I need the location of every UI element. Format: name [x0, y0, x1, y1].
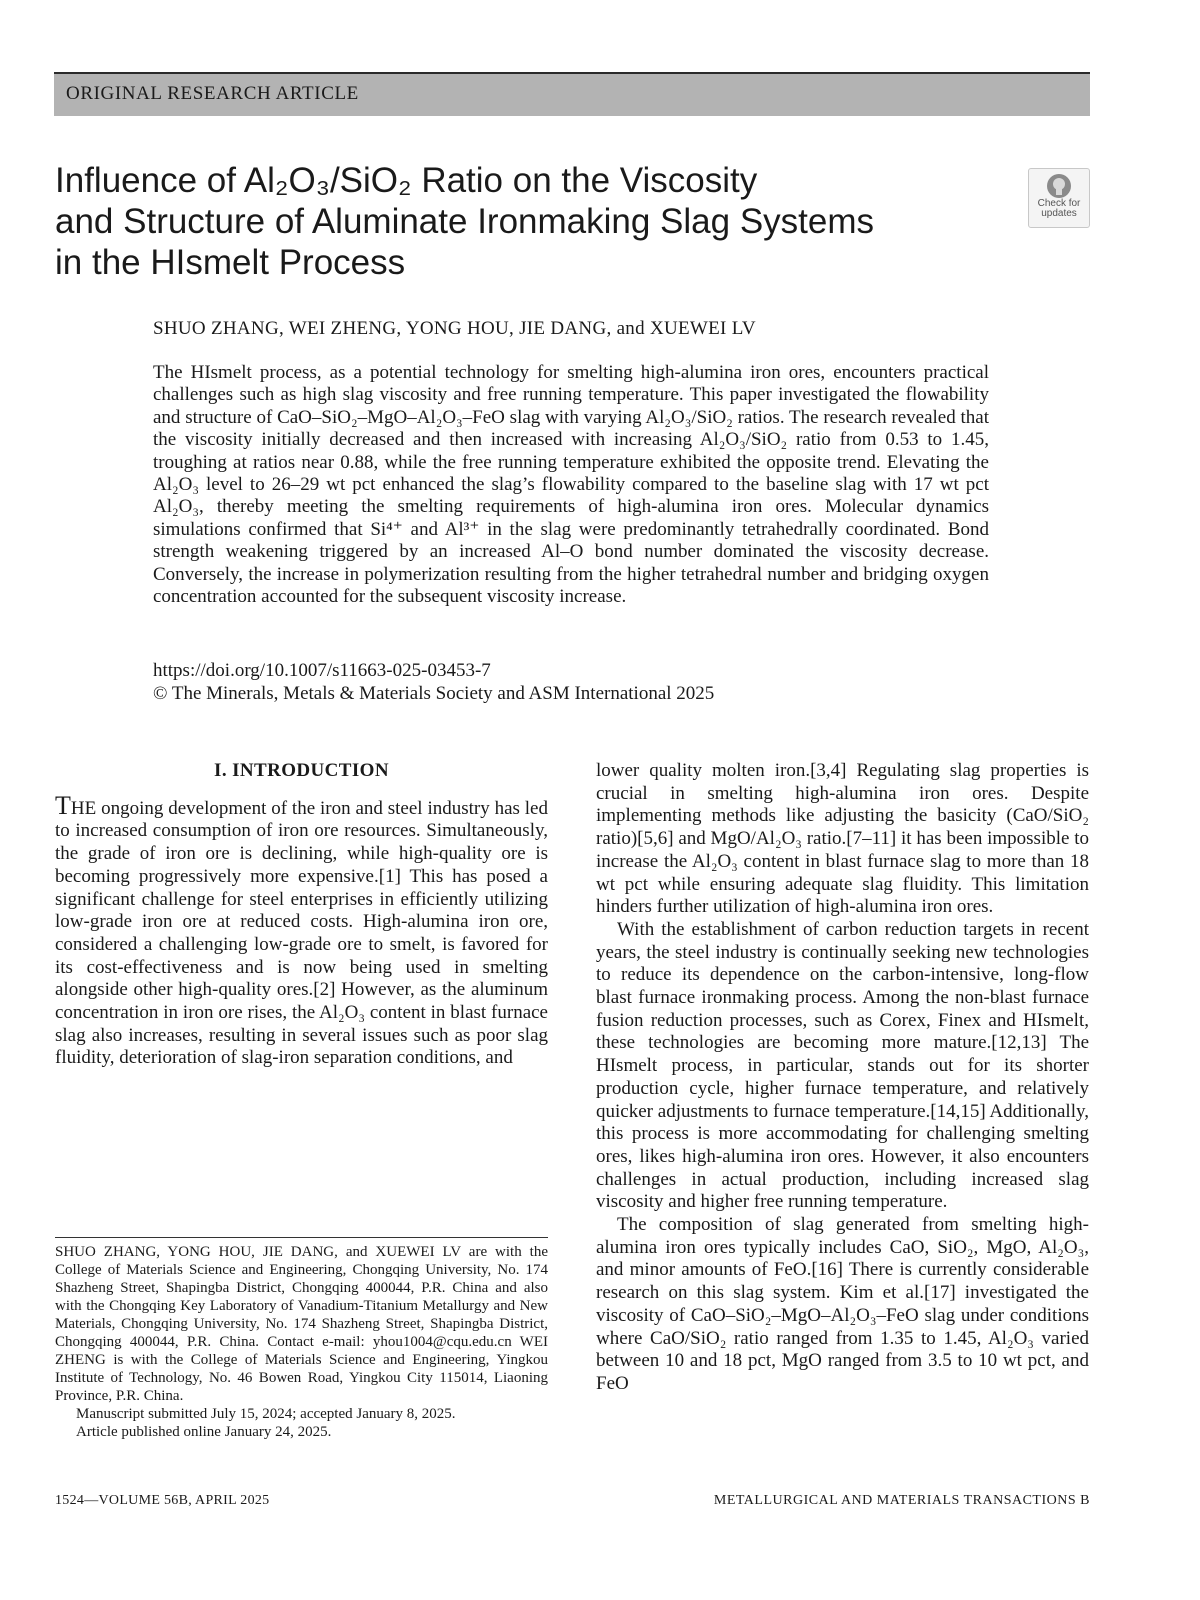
- copyright-notice: © The Minerals, Metals & Materials Society and ASM International 2025: [153, 683, 715, 704]
- title-line-2: and Structure of Aluminate Ironmaking Slag Systems: [55, 202, 875, 241]
- affiliation-text: SHUO ZHANG, YONG HOU, JIE DANG, and XUEWEI LV are with the College of Materials Science and Engineering, Chongqing University, No. 174 Shazheng Street, Shapingba District, Chongqing 400044, P.R. China and also with the Chongqing Key Laboratory of Vanadium-Titanium Metallurgy and New Materials, Chongqing University, No. 174 Shazheng Street, Shapingba District, Chongqing 400044, P.R. China. Contact e-mail: yhou1004@cqu.edu.cn WEI ZHENG is with the College of Materials Science and Engineering, Yingkou Institute of Technology, No. 46 Bowen Road, Yingkou City 115014, Liaoning Province, P.R. China.: [55, 1244, 548, 1404]
- section-heading-introduction: I. INTRODUCTION: [214, 760, 389, 781]
- article-type-banner: [54, 72, 1090, 116]
- title-line-1: Influence of Al₂O₃/SiO₂ Ratio on the Viscosity: [55, 161, 758, 200]
- left-column: [55, 760, 548, 1070]
- drop-cap: T: [55, 790, 71, 820]
- intro-paragraph-1-text: HE ongoing development of the iron and steel industry has led to increased consumption of iron ore resources. Simultaneously, the grade of iron ore is declining, while high-quality ore is becoming progressively more expensive.[1] This has posed a significant challenge for steel enterprises in efficiently utilizing low-grade iron ore at reduced costs. High-alumina iron ore, considered a challenging low-grade ore to smelt, is favored for its cost-effectiveness and is now being used in smelting alongside other high-quality ores.[2] However, as the aluminum concentration in iron ore rises, the Al₂O₃ content in blast furnace slag also increases, resulting in several issues such as poor slag fluidity, deterioration of slag-iron separation conditions, and: [55, 797, 548, 1069]
- page-footer-volume: 1524—VOLUME 56B, APRIL 2025: [55, 1493, 270, 1508]
- doi-link[interactable]: https://doi.org/10.1007/s11663-025-03453-7: [153, 660, 491, 681]
- intro-paragraph-1-continued: lower quality molten iron.[3,4] Regulating slag properties is crucial in smelting high-alumina iron ores. Despite implementing methods like adjusting the basicity (CaO/SiO₂ ratio)[5,6] and MgO/Al₂O₃ ratio.[7–11] it has been impossible to increase the Al₂O₃ content in blast furnace slag to more than 18 wt pct while ensuring adequate slag fluidity. This limitation hinders further utilization of high-alumina iron ores.: [596, 760, 1089, 918]
- check-for-updates-badge[interactable]: [1028, 168, 1090, 228]
- title-line-3: in the HIsmelt Process: [55, 243, 406, 282]
- badge-text-2: updates: [1041, 208, 1077, 219]
- intro-paragraph-3: The composition of slag generated from smelting high-alumina iron ores typically includes CaO, SiO₂, MgO, Al₂O₃, and minor amounts of FeO.[16] There is currently considerable research on this slag system. Kim et al.[17] investigated the viscosity of CaO–SiO₂–MgO–Al₂O₃–FeO slag under conditions where CaO/SiO₂ ratio ranged from 1.35 to 1.45, Al₂O₃ varied between 10 and 18 pct, MgO ranged from 3.5 to 10 wt pct, and FeO: [596, 1214, 1089, 1394]
- publication-date: Article published online January 24, 2025.: [76, 1424, 332, 1440]
- right-column: [596, 760, 1089, 1396]
- article-title: [55, 160, 955, 283]
- submission-dates: Manuscript submitted July 15, 2024; accepted January 8, 2025.: [76, 1406, 456, 1422]
- badge-text-1: Check for: [1037, 198, 1081, 209]
- abstract: The HIsmelt process, as a potential technology for smelting high-alumina iron ores, encounters practical challenges such as high slag viscosity and free running temperature. This paper investigated the flowability and structure of CaO–SiO₂–MgO–Al₂O₃–FeO slag with varying Al₂O₃/SiO₂ ratios. The research revealed that the viscosity initially decreased and then increased with increasing Al₂O₃/SiO₂ ratio from 0.53 to 1.45, troughing at ratios near 0.88, while the free running temperature exhibited the opposite trend. Elevating the Al₂O₃ level to 26–29 wt pct enhanced the slag’s flowability compared to the baseline slag with 17 wt pct Al₂O₃, thereby meeting the smelting requirements of high-alumina iron ores. Molecular dynamics simulations confirmed that Si⁴⁺ and Al³⁺ in the slag were predominantly tetrahedrally coordinated. Bond strength weakening triggered by an increased Al–O bond number dominated the viscosity decrease. Conversely, the increase in polymerization resulting from the higher tetrahedral number and bridging oxygen concentration accounted for the subsequent viscosity increase.: [153, 362, 989, 608]
- check-for-updates-icon: [1046, 173, 1072, 199]
- intro-paragraph-2: With the establishment of carbon reduction targets in recent years, the steel industry is continually seeking new technologies to reduce its dependence on the carbon-intensive, long-flow blast furnace ironmaking process. Among the non-blast furnace fusion reduction processes, such as Corex, Finex and HIsmelt, these technologies are becoming more mature.[12,13] The HIsmelt process, in particular, stands out for its shorter production cycle, higher furnace temperature, and relatively quicker adjustments to furnace temperature.[14,15] Additionally, this process is more accommodating for challenging smelting ores, likes high-alumina iron ores. However, it also encounters challenges in actual production, including increased slag viscosity and higher free running temperature.: [596, 918, 1089, 1213]
- page-footer-journal: METALLURGICAL AND MATERIALS TRANSACTIONS B: [713, 1493, 1090, 1508]
- intro-paragraph-1: [55, 790, 548, 1070]
- author-list: SHUO ZHANG, WEI ZHENG, YONG HOU, JIE DANG, and XUEWEI LV: [153, 318, 756, 339]
- author-affiliation-footnote: [55, 1237, 548, 1441]
- article-type-label: ORIGINAL RESEARCH ARTICLE: [66, 83, 359, 104]
